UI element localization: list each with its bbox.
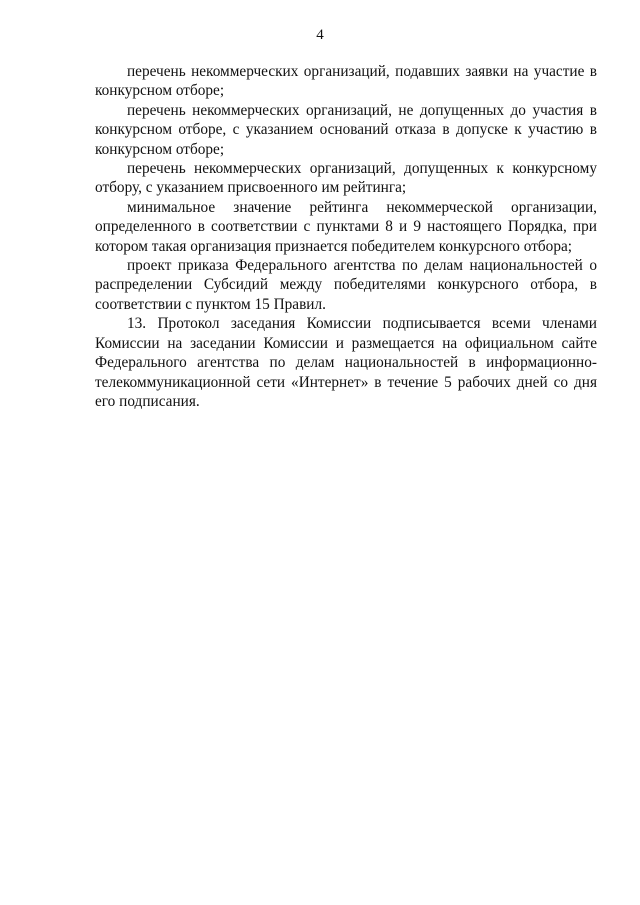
paragraph-draft-order: проект приказа Федерального агентства по делам национальностей о распределении Субсидий между победителями конкурсного отбора, в соответствии с пунктом 15 Правил.: [95, 257, 597, 313]
paragraph-item-13: 13. Протокол заседания Комиссии подписывается всеми членами Комиссии на заседании Комиссии и размещается на официальном сайте Федерального агентства по делам национальностей в информационно-телекоммуникационной сети «Интернет» в течение 5 рабочих дней со дня его подписания.: [95, 315, 597, 410]
paragraph-rejected-list: перечень некоммерческих организаций, не допущенных до участия в конкурсном отборе, с указанием оснований отказа в допуске к участию в конкурсном отборе;: [95, 101, 597, 158]
paragraph-applicants-list: перечень некоммерческих организаций, подавших заявки на участие в конкурсном отборе;: [95, 63, 597, 100]
paragraph-minimum-rating: минимальное значение рейтинга некоммерческой организации, определенного в соответствии с пунктами 8 и 9 настоящего Порядка, при котором такая организация признается победителем конкурсного отбора;: [95, 198, 597, 255]
document-body: [95, 62, 597, 411]
page-number: 4: [316, 27, 324, 43]
paragraph-admitted-list: перечень некоммерческих организаций, допущенных к конкурсному отбору, с указанием присвоенного им рейтинга;: [95, 160, 597, 197]
